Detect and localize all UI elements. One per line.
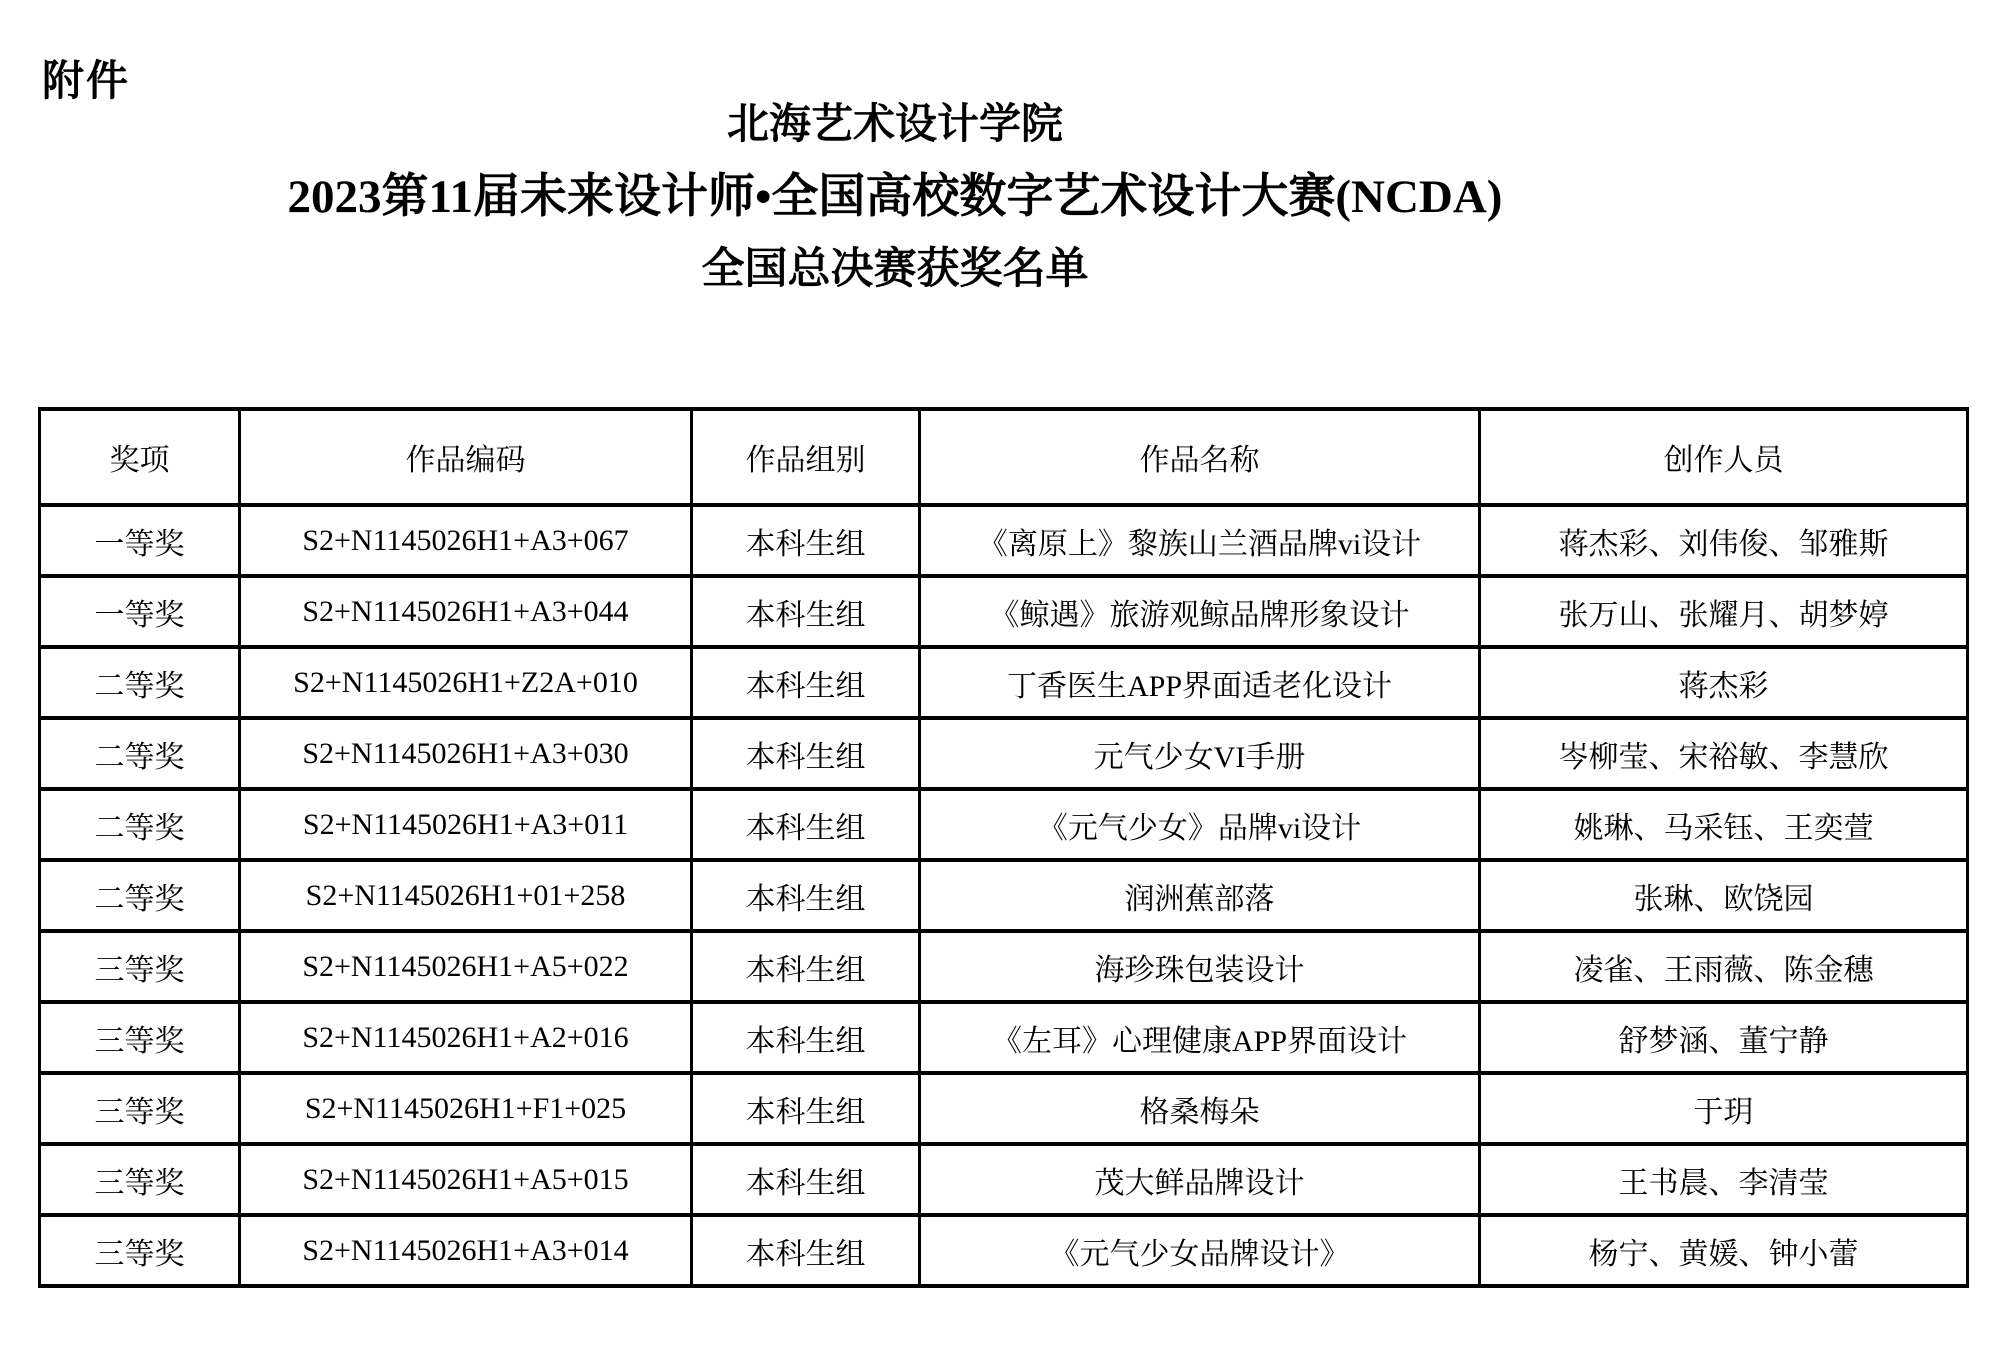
table-row — [40, 789, 1968, 860]
cell-award: 三等奖 — [40, 1002, 240, 1073]
cell-creators: 姚琳、马采钰、王奕萱 — [1480, 789, 1968, 860]
cell-creators: 舒梦涵、董宁静 — [1480, 1002, 1968, 1073]
cell-title: 《离原上》黎族山兰酒品牌vi设计 — [920, 505, 1480, 576]
cell-award: 一等奖 — [40, 505, 240, 576]
cell-creators: 蒋杰彩 — [1480, 647, 1968, 718]
cell-code: S2+N1145026H1+A5+015 — [240, 1144, 692, 1215]
cell-award: 三等奖 — [40, 931, 240, 1002]
cell-title: 元气少女VI手册 — [920, 718, 1480, 789]
table-row — [40, 1144, 1968, 1215]
cell-creators: 王书晨、李清莹 — [1480, 1144, 1968, 1215]
table-row — [40, 505, 1968, 576]
cell-award: 二等奖 — [40, 718, 240, 789]
cell-title: 《元气少女》品牌vi设计 — [920, 789, 1480, 860]
cell-code: S2+N1145026H1+A3+044 — [240, 576, 692, 647]
cell-group: 本科生组 — [692, 718, 920, 789]
cell-title: 丁香医生APP界面适老化设计 — [920, 647, 1480, 718]
title-block — [0, 102, 1790, 293]
cell-code: S2+N1145026H1+Z2A+010 — [240, 647, 692, 718]
cell-code: S2+N1145026H1+A3+011 — [240, 789, 692, 860]
cell-code: S2+N1145026H1+A3+030 — [240, 718, 692, 789]
cell-creators: 蒋杰彩、刘伟俊、邹雅斯 — [1480, 505, 1968, 576]
cell-title: 《元气少女品牌设计》 — [920, 1215, 1480, 1286]
award-table-header — [40, 409, 1968, 505]
cell-title: 茂大鲜品牌设计 — [920, 1144, 1480, 1215]
cell-group: 本科生组 — [692, 1073, 920, 1144]
table-row — [40, 860, 1968, 931]
cell-group: 本科生组 — [692, 860, 920, 931]
cell-group: 本科生组 — [692, 1144, 920, 1215]
cell-title: 《左耳》心理健康APP界面设计 — [920, 1002, 1480, 1073]
cell-title: 海珍珠包装设计 — [920, 931, 1480, 1002]
table-row — [40, 931, 1968, 1002]
table-row — [40, 1002, 1968, 1073]
header-row — [40, 409, 1968, 505]
cell-group: 本科生组 — [692, 931, 920, 1002]
header-creators: 创作人员 — [1480, 409, 1968, 505]
cell-award: 二等奖 — [40, 647, 240, 718]
cell-group: 本科生组 — [692, 647, 920, 718]
cell-creators: 张琳、欧饶园 — [1480, 860, 1968, 931]
cell-title: 格桑梅朵 — [920, 1073, 1480, 1144]
cell-group: 本科生组 — [692, 1215, 920, 1286]
document-title-competition: 2023第11届未来设计师•全国高校数字艺术设计大赛(NCDA) — [287, 171, 1503, 224]
award-table — [38, 407, 1969, 1288]
award-table-body — [40, 505, 1968, 1286]
cell-award: 三等奖 — [40, 1144, 240, 1215]
header-code: 作品编码 — [240, 409, 692, 505]
header-group: 作品组别 — [692, 409, 920, 505]
cell-award: 二等奖 — [40, 789, 240, 860]
cell-award: 三等奖 — [40, 1215, 240, 1286]
cell-group: 本科生组 — [692, 576, 920, 647]
cell-award: 一等奖 — [40, 576, 240, 647]
cell-creators: 岑柳莹、宋裕敏、李慧欣 — [1480, 718, 1968, 789]
cell-code: S2+N1145026H1+A2+016 — [240, 1002, 692, 1073]
table-row — [40, 576, 1968, 647]
cell-award: 二等奖 — [40, 860, 240, 931]
cell-code: S2+N1145026H1+A5+022 — [240, 931, 692, 1002]
cell-code: S2+N1145026H1+A3+014 — [240, 1215, 692, 1286]
table-row — [40, 647, 1968, 718]
cell-award: 三等奖 — [40, 1073, 240, 1144]
cell-group: 本科生组 — [692, 789, 920, 860]
document-title-school: 北海艺术设计学院 — [726, 102, 1063, 148]
cell-group: 本科生组 — [692, 505, 920, 576]
table-row — [40, 718, 1968, 789]
cell-title: 《鲸遇》旅游观鲸品牌形象设计 — [920, 576, 1480, 647]
cell-creators: 凌雀、王雨薇、陈金穗 — [1480, 931, 1968, 1002]
header-award: 奖项 — [40, 409, 240, 505]
cell-code: S2+N1145026H1+F1+025 — [240, 1073, 692, 1144]
cell-title: 润洲蕉部落 — [920, 860, 1480, 931]
header-title: 作品名称 — [920, 409, 1480, 505]
cell-creators: 于玥 — [1480, 1073, 1968, 1144]
attachment-label: 附件 — [42, 59, 131, 105]
document-title-award-list: 全国总决赛获奖名单 — [701, 245, 1089, 293]
cell-creators: 张万山、张耀月、胡梦婷 — [1480, 576, 1968, 647]
table-row — [40, 1073, 1968, 1144]
cell-code: S2+N1145026H1+01+258 — [240, 860, 692, 931]
cell-group: 本科生组 — [692, 1002, 920, 1073]
cell-code: S2+N1145026H1+A3+067 — [240, 505, 692, 576]
cell-creators: 杨宁、黄媛、钟小蕾 — [1480, 1215, 1968, 1286]
table-row — [40, 1215, 1968, 1286]
